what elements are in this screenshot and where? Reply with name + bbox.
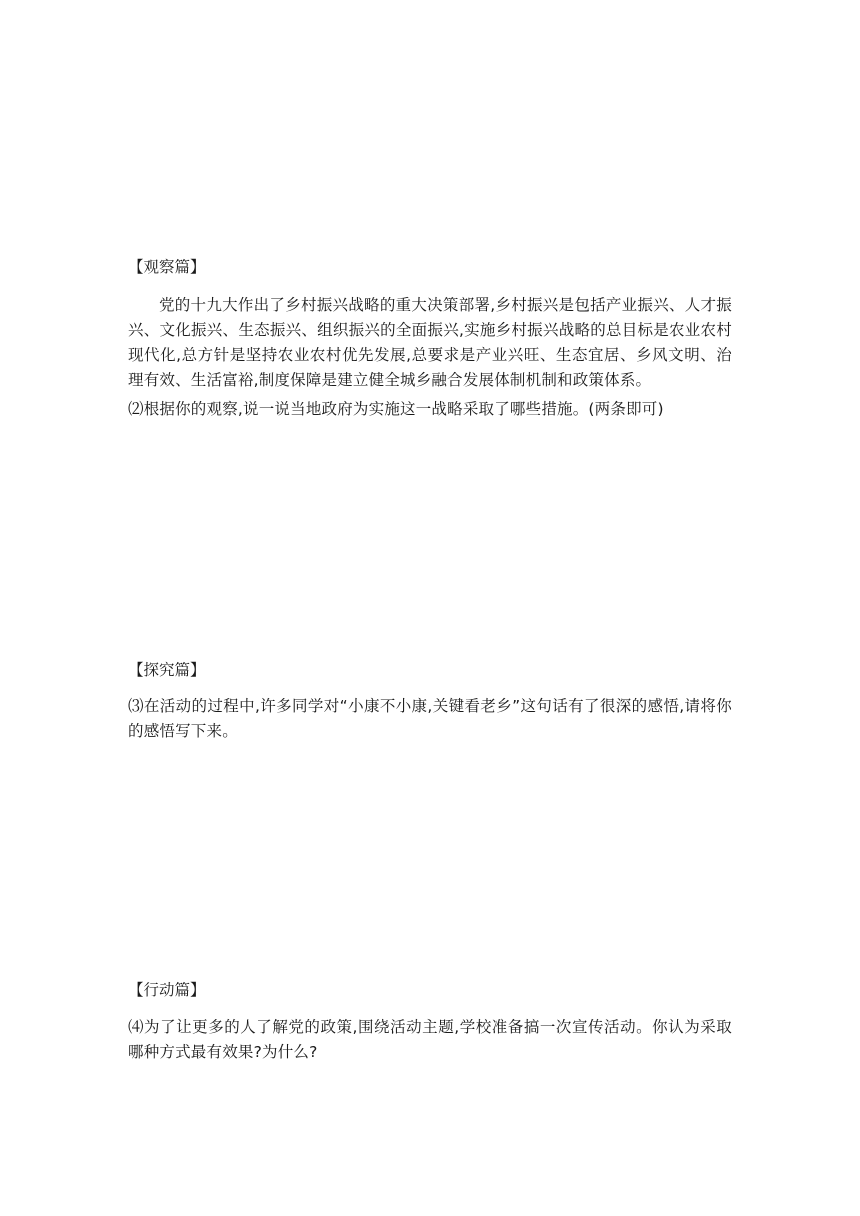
question-3-number: ⑶ xyxy=(128,697,144,715)
question-2-number: ⑵ xyxy=(128,400,144,418)
observe-paragraph: 党的十九大作出了乡村振兴战略的重大决策部署,乡村振兴是包括产业振兴、人才振兴、文化振兴、生态振兴、组织振兴的全面振兴,实施乡村振兴战略的总目标是农业农村现代化,总方针是坚持农业农村优先发展,总要求是产业兴旺、生态宜居、乡风文明、治理有效、生活富裕,制度保障是建立健全城乡融合发展体制机制和政策体系。 xyxy=(128,296,732,389)
section-heading-explore: 【探究篇】 xyxy=(128,661,206,679)
question-3 xyxy=(128,694,732,744)
question-4-number: ⑷ xyxy=(128,1018,145,1036)
question-2 xyxy=(128,397,732,422)
question-3-text: 在活动的过程中,许多同学对“小康不小康,关键看老乡”这句话有了很深的感悟,请将你的感悟写下来。 xyxy=(128,697,732,740)
question-4-text: 为了让更多的人了解党的政策,围绕活动主题,学校准备搞一次宣传活动。你认为采取哪种方式最有效果?为什么? xyxy=(128,1018,732,1061)
section-heading-action: 【行动篇】 xyxy=(128,981,206,999)
section-heading-observe: 【观察篇】 xyxy=(128,258,206,276)
question-4 xyxy=(128,1015,732,1065)
question-2-text: 根据你的观察,说一说当地政府为实施这一战略采取了哪些措施。(两条即可) xyxy=(143,400,664,418)
